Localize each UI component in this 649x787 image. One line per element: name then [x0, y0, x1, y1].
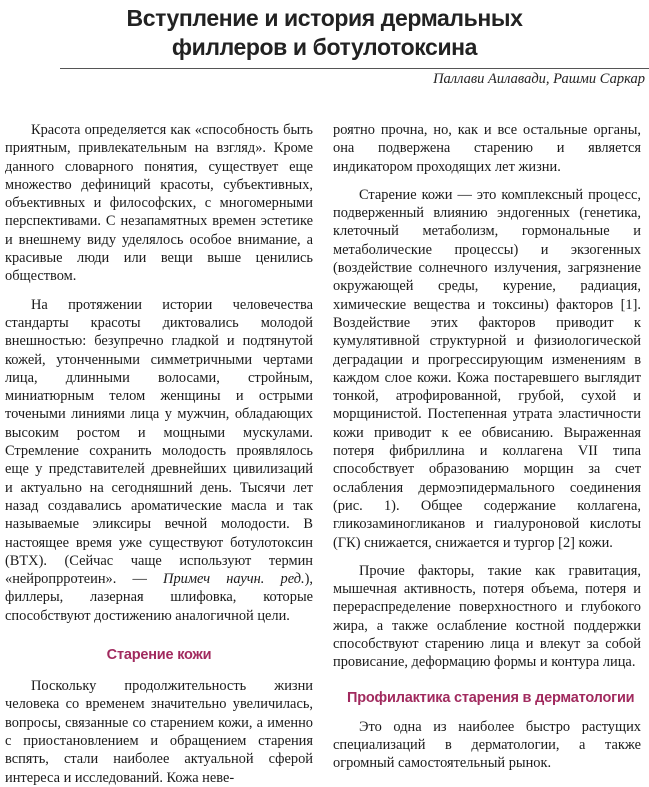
page-title	[0, 4, 649, 62]
skin-aging-paragraph-1: Поскольку продолжительность жизни человека со временем значительно увеличилась, вопросы, связанные со старением кожи, а именно с приостановлением и обращением старения вспять, стали наиболее актуальной сферой интереса и исследований. Кожа неве-	[5, 678, 313, 786]
intro-paragraph-2-end: ), филлеры, лазерная шлифовка, которые способствуют достижению аналогичной цели.	[5, 571, 313, 624]
title-line-1: Вступление и история дермальных	[126, 5, 523, 31]
skin-aging-paragraph-2: Старение кожи — это комплексный процесс, подверженный влиянию эндогенных (генетика, клеточный метаболизм, гормональные и метаболические процессы) и экзогенных (воздействие солнечного излучения, загрязнение окружающей среды, курение, радиация, химические вещества и токсины) факторов [1]. Воздействие этих факторов приводит к кумулятивной структурной и физиологической деградации и прогрессирующим изменениям в каждом слое кожи. Кожа постаревшего выглядит тонкой, атрофированной, грубой, сухой и морщинистой. Постепенная утрата эластичности кожи приводит к ее обвисанию. Выраженная потеря фибриллина и коллагена VII типа способствует образованию морщин за счет ослабления дермоэпидермального соединения (рис. 1). Общее содержание коллагена, гликозаминогликанов и гиалуроновой кислоты (ГК) снижается, снижается и тургор [2] кожи.	[333, 186, 641, 551]
editor-note: Примеч научн. ред.	[163, 571, 305, 588]
skin-aging-paragraph-3: Прочие факторы, такие как гравитация, мышечная активность, потеря объема, потеря и перераспределение поверхностного и глубокого жира, а также ослабление костной поддержки способствуют старению лица и влекут за собой провисание, деформацию формы и контура лица.	[333, 562, 641, 671]
title-rule	[60, 68, 649, 69]
right-column	[333, 121, 641, 773]
left-column	[5, 121, 313, 787]
intro-paragraph-1: Красота определяется как «способность быть приятным, привлекательным на взгляд». Кроме данного словарного понятия, существует еще множество дефиниций красоты, субъективных, объективных и философских, с многомерными перспективами. С незапамятных времен эстетике и внешнему виду уделялось особое внимание, а красивые люди или вещи выше ценились обществом.	[5, 122, 313, 285]
continued-paragraph: роятно прочна, но, как и все остальные органы, она подвержена старению и является индикатором проходящих лет жизни.	[333, 122, 641, 175]
authors: Паллави Аилавади, Рашми Саркар	[433, 71, 645, 87]
intro-paragraph-2-text: На протяжении истории человечества стандарты красоты диктовались молодой внешностью: безупречно гладкой и подтянутой кожей, утонченными симметричными чертами лица, длинными волосами, стройным, миниатюрным телом женщины и острыми точеными линиями лица у мужчин, обладающих высоким ростом и мощными мускулами. Стремление сохранить молодость проявлялось еще у представителей древнейших цивилизаций и актуально на сегодняшний день. Тысячи лет назад создавались ароматические масла и так называемые эликсиры вечной молодости. В настоящее время уже существуют ботулотоксин (BTX). (Сейчас чаще используют термин «нейропрротеин». —	[5, 296, 313, 588]
section-heading-skin-aging: Старение кожи	[106, 647, 212, 664]
section-heading-prevention: Профилактика старения в дерматологии	[347, 689, 635, 706]
title-line-2: филлеров и ботулотоксина	[171, 34, 478, 60]
intro-paragraph-2	[5, 296, 313, 625]
prevention-paragraph: Это одна из наиболее быстро растущих специализаций в дерматологии, а также огромный самостоятельный рынок.	[333, 718, 641, 772]
